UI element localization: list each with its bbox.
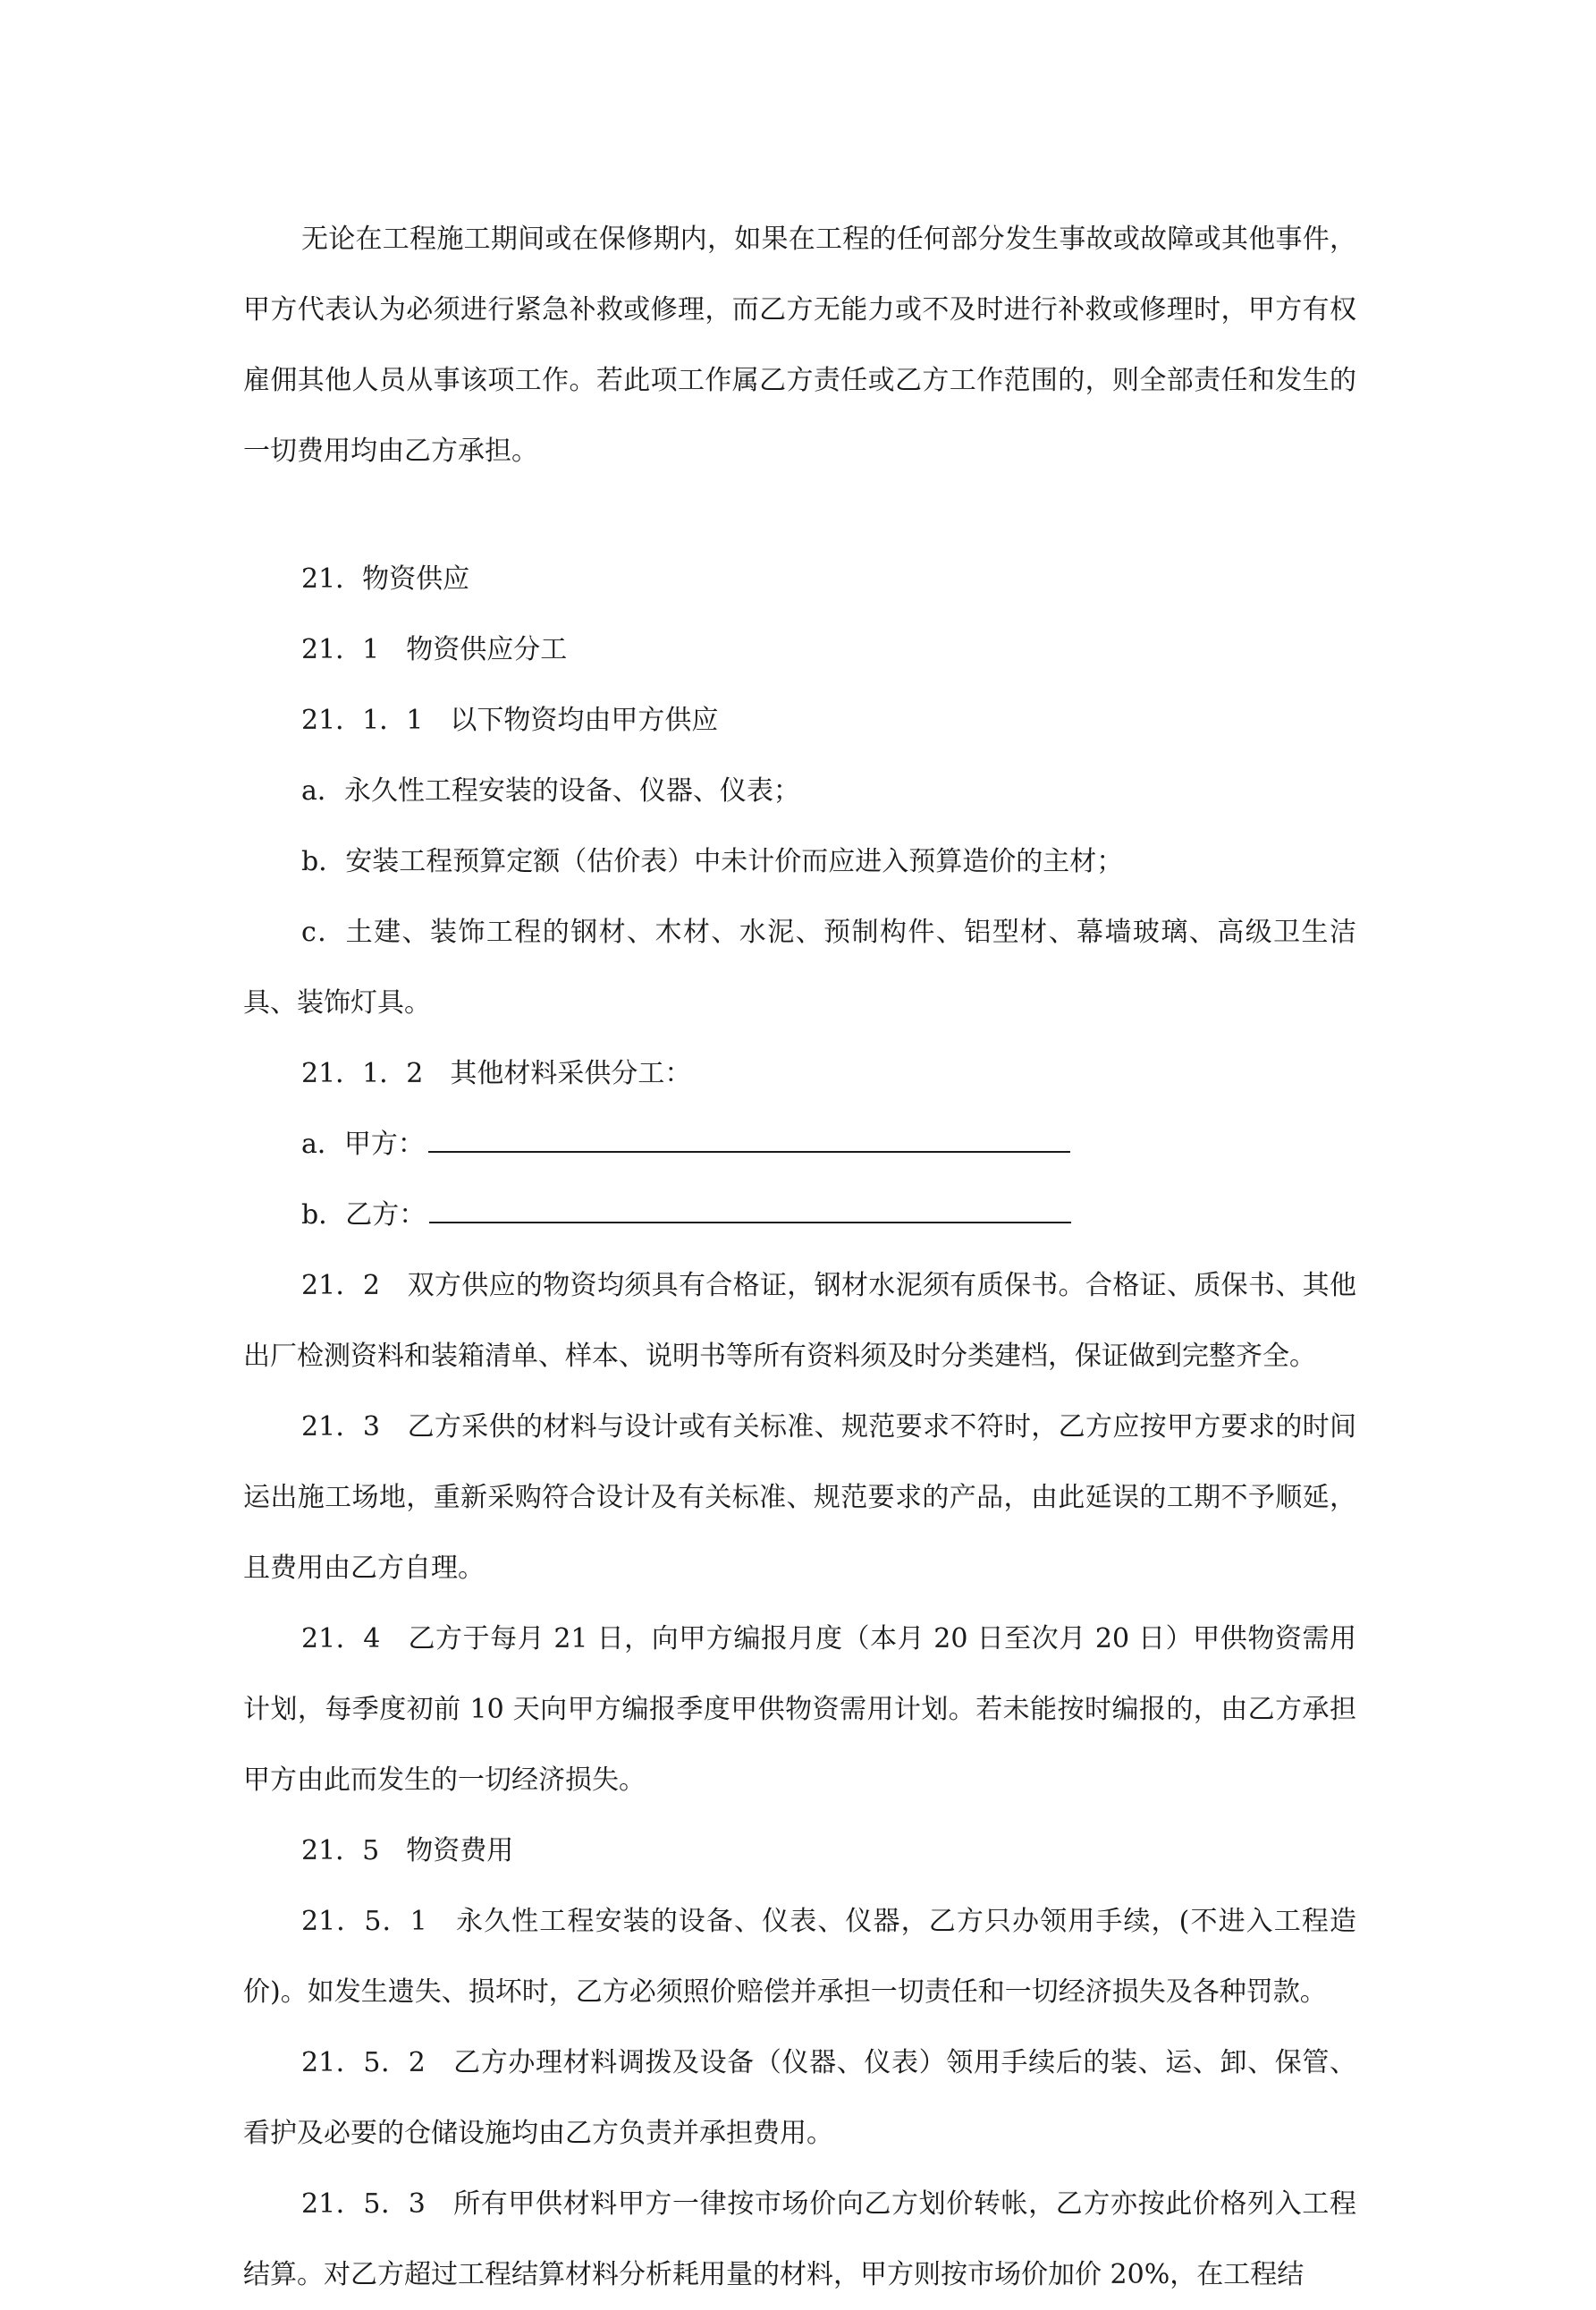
heading-21-1-supply-division: 21．1 物资供应分工	[301, 634, 568, 665]
list-item-c: c．土建、装饰工程的钢材、木材、水泥、预制构件、铝型材、幕墙玻璃、高级卫生洁具、装饰灯具。	[243, 917, 1356, 1019]
blank-line-party-a[interactable]	[428, 1121, 1070, 1153]
clause-21-5-3: 21．5．3 所有甲供材料甲方一律按市场价向乙方划价转帐，乙方亦按此价格列入工程结算。对乙方超过工程结算材料分析耗用量的材料，甲方则按市场价加价 20%，在工程结	[243, 2188, 1356, 2290]
clause-21-1-1: 21．1．1 以下物资均由甲方供应	[301, 705, 719, 736]
document-body	[243, 204, 1356, 2310]
list-item-b: b．安装工程预算定额（估价表）中未计价而应进入预算造价的主材；	[301, 846, 1124, 877]
paragraph-emergency-repair: 无论在工程施工期间或在保修期内，如果在工程的任何部分发生事故或故障或其他事件，甲方代表认为必须进行紧急补救或修理，而乙方无能力或不及时进行补救或修理时，甲方有权雇佣其他人员从事该项工作。若此项工作属乙方责任或乙方工作范围的，则全部责任和发生的一切费用均由乙方承担。	[243, 224, 1356, 467]
fill-in-label-party-b: b．乙方：	[301, 1199, 426, 1231]
clause-21-4: 21．4 乙方于每月 21 日，向甲方编报月度（本月 20 日至次月 20 日）甲供物资需用计划，每季度初前 10 天向甲方编报季度甲供物资需用计划。若未能按时编报的，由乙方承担甲方由此而发生的一切经济损失。	[243, 1623, 1356, 1796]
clause-21-5-1: 21．5．1 永久性工程安装的设备、仪表、仪器，乙方只办领用手续，(不进入工程造价)。如发生遗失、损坏时，乙方必须照价赔偿并承担一切责任和一切经济损失及各种罚款。	[243, 1906, 1356, 2008]
fill-in-label-party-a: a．甲方：	[301, 1129, 425, 1160]
fill-in-party-a	[243, 1109, 1356, 1180]
clause-21-1-2: 21．1．2 其他材料采供分工：	[301, 1058, 692, 1089]
heading-21-5-material-cost: 21．5 物资费用	[301, 1835, 514, 1866]
blank-line-party-b[interactable]	[429, 1191, 1071, 1223]
clause-21-2: 21．2 双方供应的物资均须具有合格证，钢材水泥须有质保书。合格证、质保书、其他出厂检测资料和装箱清单、样本、说明书等所有资料须及时分类建档，保证做到完整齐全。	[243, 1270, 1356, 1372]
list-item-a: a．永久性工程安装的设备、仪器、仪表；	[301, 775, 800, 807]
clause-21-5-2: 21．5．2 乙方办理材料调拨及设备（仪器、仪表）领用手续后的装、运、卸、保管、看护及必要的仓储设施均由乙方负责并承担费用。	[243, 2047, 1356, 2149]
heading-21-material-supply: 21．物资供应	[301, 563, 470, 595]
fill-in-party-b	[243, 1180, 1356, 1250]
clause-21-3: 21．3 乙方采供的材料与设计或有关标准、规范要求不符时，乙方应按甲方要求的时间运出施工场地，重新采购符合设计及有关标准、规范要求的产品，由此延误的工期不予顺延，且费用由乙方自理。	[243, 1411, 1356, 1584]
